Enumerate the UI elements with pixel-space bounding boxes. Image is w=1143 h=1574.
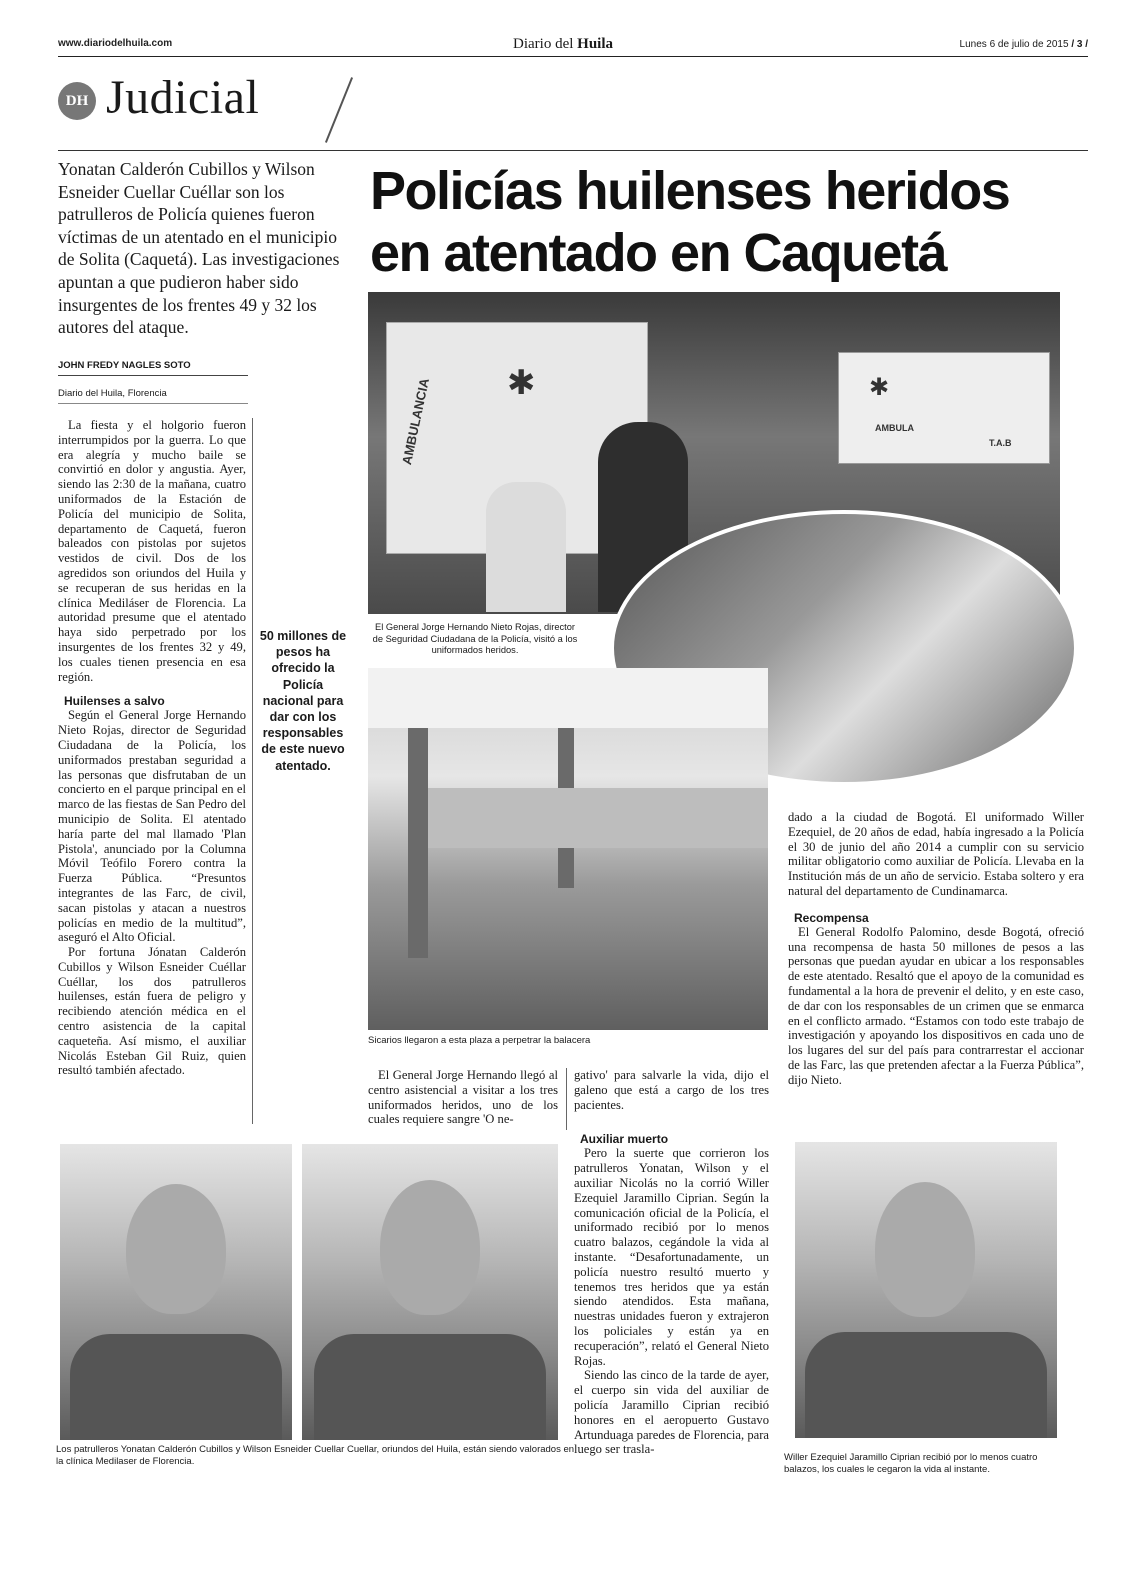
ambulance-tag: T.A.B xyxy=(989,438,1012,448)
caption-portrait-right: Willer Ezequiel Jaramillo Ciprian recibió por lo menos cuatro balazos, los cuales le cegaron la vida al instante. xyxy=(784,1452,1038,1475)
paragraph: El General Jorge Hernando llegó al centro asistencial a visitar a los tres uniformados heridos, uno de los cuales requiere sangre 'O ne- xyxy=(368,1068,558,1127)
column-divider xyxy=(252,418,253,1124)
section-slash-divider xyxy=(325,77,353,143)
body-column-right xyxy=(788,810,1084,1088)
building xyxy=(428,788,768,848)
paper-name xyxy=(513,36,613,53)
subhead-recompensa: Recompensa xyxy=(794,910,869,925)
paragraph: Por fortuna Jónatan Calderón Cubillos y Wilson Esneider Cuéllar Cuéllar, los dos patrulleros huilenses, están fuera de peligro y recibiendo atención médica en el centro asistencia de la capital caqueteña. Así mismo, el auxiliar Nicolás Esteban Gil Ruiz, quien resultó también afectado. xyxy=(58,945,246,1078)
byline-dateline: Diario del Huila, Florencia xyxy=(58,388,248,404)
uniform xyxy=(805,1332,1047,1438)
date-and-page xyxy=(960,39,1088,50)
star-of-life-icon: ✱ xyxy=(507,363,536,403)
photo-plaza xyxy=(368,668,768,1030)
paragraph: El General Rodolfo Palomino, desde Bogotá, ofreció una recompensa de hasta 50 millones de pesos a las personas que puedan ayudar en ubicar a los responsables de este atentado. Resaltó que el apoyo de la comunidad es fundamental a la hora de prevenir el delito, y en este caso, de dar con los responsables de un crimen que se enmarca en el conflicto armado. “Estamos con todo este trabajo de investigación y apoyando los dispositivos en cada uno de los lugares del sur del país para contrarrestar el accionar de las Farc, las que pretenden afectar a la Fuerza Pública”, dijo Nieto. xyxy=(788,924,1084,1087)
portrait-officer-1 xyxy=(60,1144,292,1440)
ambulance-image xyxy=(838,352,1050,464)
paper-name-bold: Huila xyxy=(577,36,614,52)
person-figure xyxy=(486,482,566,612)
section-title: Judicial xyxy=(106,71,260,124)
star-of-life-icon: ✱ xyxy=(869,373,890,401)
ambulance-label: AMBULANCIA xyxy=(399,376,432,467)
caption-plaza-photo: Sicarios llegaron a esta plaza a perpetrar la balacera xyxy=(368,1035,591,1046)
subhead-auxiliar-muerto: Auxiliar muerto xyxy=(580,1132,669,1147)
page-header xyxy=(58,36,1088,57)
body-column-mid1 xyxy=(368,1068,558,1127)
paragraph: La fiesta y el holgorio fueron interrumpidos por la guerra. Lo que era alegría y mucho baile se convirtió en dolor y angustia. Ayer, siendo las 2:30 de la mañana, cuatro uniformados de la Estación de Policía del municipio de Solita, departamento de Caquetá, fueron baleados con pistolas por sujetos vestidos de civil. Dos de los agredidos son oriundos del Huila y se recuperan de sus heridas en la clínica Mediláser de Florencia. La autoridad presume que el atentado haya sido perpetrado por los insurgentes de los frentes 32 y 49, los cuales tienen presencia en esa región. xyxy=(58,418,246,684)
column-divider xyxy=(566,1068,567,1130)
article-headline: Policías huilenses heridos en atentado en Caquetá xyxy=(370,161,1010,283)
site-url[interactable]: www.diariodelhuila.com xyxy=(58,38,173,49)
uniform xyxy=(70,1334,282,1440)
issue-date: Lunes 6 de julio de 2015 xyxy=(959,39,1069,50)
paragraph: Según el General Jorge Hernando Nieto Rojas, director de Seguridad Ciudadana de la Policía, los uniformados prestaban seguridad a las personas que disfrutaban de un concierto en el parque principal en el marco de las fiestas de San Pedro del municipio de Solita. El atentado haría parte del mal llamado 'Plan Pistola', anunciado por la Columna Móvil Teófilo Forero contra la Fuerza Pública. “Presuntos integrantes de las Farc, de civil, sacan pistolas y atacan a nuestros policías en medio de la multitud”, aseguró el Alto Oficial. xyxy=(58,708,246,945)
face xyxy=(380,1180,480,1315)
paragraph: dado a la ciudad de Bogotá. El uniformado Willer Ezequiel, de 20 años de edad, había ingresado a la Policía el 30 de junio del año 2014 a cumplir con su servicio militar obligatorio como auxiliar de Policía. Llevaba en la Institución más de un año de servicio. Estaba soltero y era natural del departamento de Cundinamarca. xyxy=(788,810,1084,898)
section-header xyxy=(58,70,1088,151)
body-column-mid2 xyxy=(574,1068,769,1457)
paper-name-plain: Diario del xyxy=(513,36,578,52)
pull-quote: 50 millones de pesos ha ofrecido la Policía nacional para dar con los responsables de este nuevo atentado. xyxy=(259,629,347,773)
column xyxy=(408,728,428,958)
page-number: / 3 / xyxy=(1071,39,1088,50)
dh-logo-icon: DH xyxy=(58,82,96,120)
face xyxy=(126,1184,226,1314)
face xyxy=(875,1182,975,1317)
paragraph: Siendo las cinco de la tarde de ayer, el cuerpo sin vida del auxiliar de policía Jaramillo Ciprian recibió honores en el aeropuerto Gustavo Artunduaga paredes de Florencia, para luego ser trasla- xyxy=(574,1368,769,1457)
sky xyxy=(368,668,768,728)
subhead-huilenses-a-salvo: Huilenses a salvo xyxy=(64,694,165,709)
paragraph: gativo' para salvarle la vida, dijo el galeno que está a cargo de los tres pacientes. xyxy=(574,1068,769,1112)
body-column-left xyxy=(58,418,246,1078)
byline-author: JOHN FREDY NAGLES SOTO xyxy=(58,360,248,376)
portrait-officer-3 xyxy=(795,1142,1057,1438)
caption-portraits-left: Los patrulleros Yonatan Calderón Cubillos y Wilson Esneider Cuellar Cuellar, oriundos del Huila, están siendo valorados en la clínica Medilaser de Florencia. xyxy=(56,1444,575,1467)
ambulance-label: AMBULA xyxy=(875,423,914,433)
caption-main-photo: El General Jorge Hernando Nieto Rojas, director de Seguridad Ciudadana de la Policía, visitó a los uniformados heridos. xyxy=(372,622,578,655)
paragraph: Pero la suerte que corrieron los patrulleros Yonatan, Wilson y el auxiliar Nicolás no la corrió Willer Ezequiel Jaramillo Ciprian. Según la comunicación oficial de la Policía, el uniformado recibió por lo menos cuatro balazos, cegándole la vida al instante. “Desafortunadamente, un policía nuestro resultó muerto y tenemos tres heridos que ya están siendo atendidos. Esta mañana, nuestras unidades fueron y extrajeron los policiales y están ya en recuperación”, relató el General Nieto Rojas. xyxy=(574,1146,769,1368)
uniform xyxy=(314,1334,546,1440)
portrait-officer-2 xyxy=(302,1144,558,1440)
article-lead: Yonatan Calderón Cubillos y Wilson Esneider Cuellar Cuéllar son los patrulleros de Policía quienes fueron víctimas de un atentado en el municipio de Solita (Caquetá). Las investigaciones apuntan a que pudieron haber sido insurgentes de los frentes 49 y 32 los autores del ataque. xyxy=(58,159,340,338)
